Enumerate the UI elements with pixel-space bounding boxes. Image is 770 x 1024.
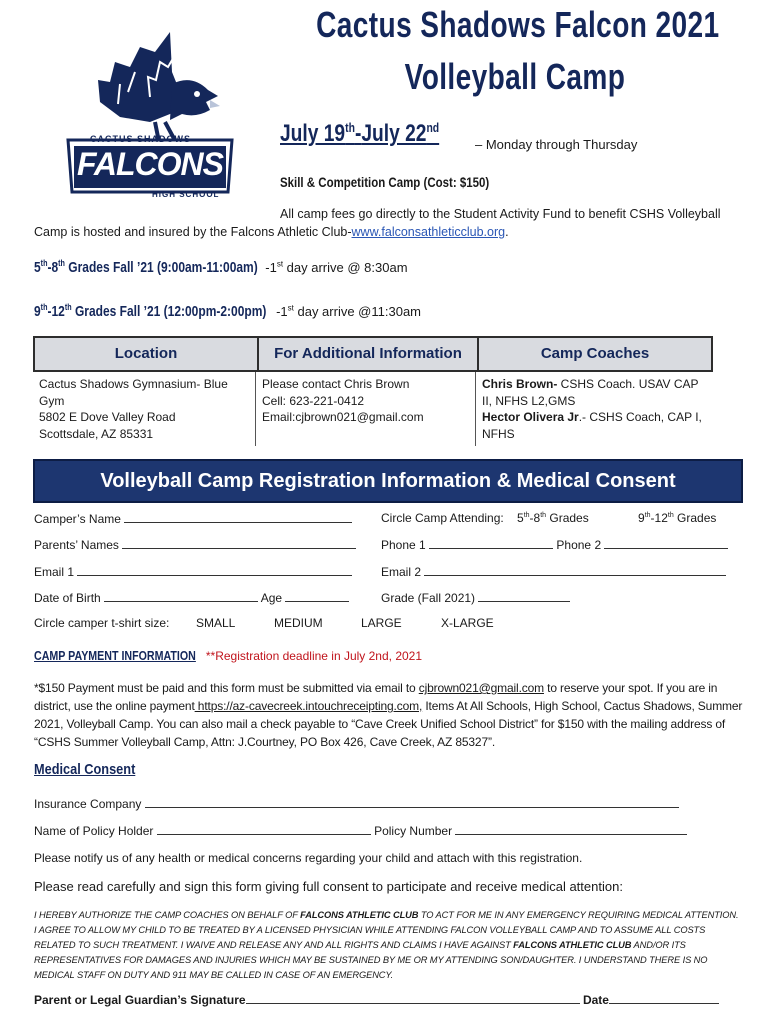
- email1-field[interactable]: [77, 564, 352, 576]
- registration-deadline: **Registration deadline in July 2nd, 2021: [205, 649, 423, 663]
- coaches-cell: Chris Brown- CSHS Coach. USAV CAP II, NFHS L2,GMS Hector Olivera Jr.- CSHS Coach, CAP I, NFHS: [475, 372, 707, 446]
- falcons-logo: [60, 22, 240, 202]
- logo-top-text: CACTUS SHADOWS: [90, 134, 191, 144]
- email2-row: Email 2: [381, 564, 726, 579]
- session-1: 5th-8th Grades Fall ’21 (9:00am-11:00am) -1st day arrive @ 8:30am: [34, 258, 408, 276]
- tshirt-label: Circle camper t-shirt size:: [34, 616, 170, 630]
- grade-field[interactable]: [478, 590, 570, 602]
- email1-row: Email 1: [34, 564, 352, 579]
- phone2-field[interactable]: [604, 537, 728, 549]
- date-end: July 22: [361, 120, 427, 147]
- insurance-field[interactable]: [145, 796, 679, 808]
- policy-holder-field[interactable]: [157, 823, 371, 835]
- parents-names-row: Parents’ Names: [34, 537, 356, 552]
- tshirt-large[interactable]: LARGE: [361, 616, 402, 630]
- phone1-field[interactable]: [429, 537, 553, 549]
- campers-name-field[interactable]: [124, 511, 352, 523]
- logo-word: FALCONS: [77, 146, 223, 182]
- campers-name-row: Camper’s Name: [34, 511, 352, 526]
- payment-email-link[interactable]: cjbrown021@gmail.com: [418, 681, 544, 695]
- policy-row: Name of Policy Holder Policy Number: [34, 823, 687, 838]
- page-title-line2: Volleyball Camp: [404, 56, 626, 97]
- session-2: 9th-12th Grades Fall ’21 (12:00pm-2:00pm) -1st day arrive @11:30am: [34, 302, 421, 320]
- dob-field[interactable]: [104, 590, 258, 602]
- fees-text: All camp fees go directly to the Student Activity Fund to benefit CSHS Volleyball: [280, 207, 721, 221]
- phone-row: Phone 1 Phone 2: [381, 537, 728, 552]
- notify-text: Please notify us of any health or medical concerns regarding your child and attach with this registration.: [34, 851, 583, 865]
- camp-option-5-8[interactable]: 5th-8th Grades: [517, 511, 589, 525]
- age-field[interactable]: [285, 590, 349, 602]
- tshirt-small[interactable]: SMALL: [196, 616, 236, 630]
- dob-row: Date of Birth Age: [34, 590, 349, 605]
- info-table: [33, 336, 713, 446]
- tshirt-xlarge[interactable]: X-LARGE: [441, 616, 494, 630]
- policy-number-field[interactable]: [455, 823, 687, 835]
- payment-heading: CAMP PAYMENT INFORMATION: [34, 648, 196, 663]
- camp-days: – Monday through Thursday: [475, 137, 638, 152]
- grade-row: Grade (Fall 2021): [381, 590, 570, 605]
- authorization-text: I HEREBY AUTHORIZE THE CAMP COACHES ON BEHALF OF FALCONS ATHLETIC CLUB TO ACT FOR ME IN ANY EMERGENCY REQUIRING MEDICAL ATTENTION. I AGREE TO ALLOW MY CHILD TO BE TREATED BY A LICENSED PHYSICIAN WHILE ATTENDING FALCON VOLLEYBALL CAMP AND TO ASSUME ALL COSTS RELATED TO SUCH TREATMENT. I WAIVE AND RELEASE ANY AND ALL RIGHTS AND CLAIMS I HAVE AGAINST FALCONS ATHLETIC CLUB AND/OR ITS REPRESENTATIVES FOR DAMAGES AND INJURIES WHICH MAY BE SUSTAINED BY ME OR MY ATTENDING SON/DAUGHTER. I UNDERSTAND THERE IS NO MEDICAL STAFF ON DUTY AND 911 MAY BE CALLED IN CASE OF AN EMERGENCY.: [34, 910, 739, 980]
- circle-camp-label: Circle Camp Attending:: [381, 511, 504, 525]
- date-field[interactable]: [609, 992, 719, 1004]
- email2-field[interactable]: [424, 564, 726, 576]
- falcons-club-link[interactable]: www.falconsathleticclub.org: [351, 225, 506, 239]
- camp-dates: July 19th-July 22nd: [280, 120, 440, 147]
- read-sign-text: Please read carefully and sign this form giving full consent to participate and receive medical attention:: [34, 879, 623, 894]
- registration-banner: Volleyball Camp Registration Information & Medical Consent: [33, 459, 743, 503]
- contact-cell: Please contact Chris Brown Cell: 623-221-0412 Email:cjbrown021@gmail.com: [255, 372, 475, 446]
- medical-heading: Medical Consent: [34, 761, 136, 778]
- table-header-coaches: Camp Coaches: [479, 336, 713, 372]
- camp-type: Skill & Competition Camp (Cost: $150): [280, 174, 490, 190]
- hosted-text: Camp is hosted and insured by the Falcons Athletic Club-www.falconsathleticclub.org.: [34, 225, 509, 239]
- location-cell: Cactus Shadows Gymnasium- Blue Gym 5802 E Dove Valley Road Scottsdale, AZ 85331: [39, 377, 228, 441]
- signature-row: Parent or Legal Guardian’s Signature Date: [34, 992, 719, 1007]
- camp-option-9-12[interactable]: 9th-12th Grades: [638, 511, 717, 525]
- signature-field[interactable]: [246, 992, 580, 1004]
- page-title-line1: Cactus Shadows Falcon 2021: [316, 4, 720, 45]
- logo-bottom-text: HIGH SCHOOL: [152, 190, 220, 199]
- payment-heading-row: [34, 647, 422, 665]
- insurance-row: Insurance Company: [34, 796, 679, 811]
- table-header-info: For Additional Information: [259, 336, 479, 372]
- parents-names-field[interactable]: [122, 537, 356, 549]
- table-header-location: Location: [33, 336, 259, 372]
- payment-online-link[interactable]: https://az-cavecreek.intouchreceipting.com,: [194, 699, 423, 713]
- payment-paragraph: *$150 Payment must be paid and this form must be submitted via email to cjbrown021@gmail.com to reserve your spot. If you are in district, use the online payment https://az-cavecreek.intouchreceipting.com, Items At All Schools, High School, Cactus Shadows, Summer 2021, Volleyball Camp. You can also mail a check payable to “Cave Creek Unified School District” for $150 with the mailing address of “CSHS Summer Volleyball Camp, Attn: J.Courtney, PO Box 426, Cave Creek, AZ 85327”.: [34, 681, 743, 749]
- tshirt-medium[interactable]: MEDIUM: [274, 616, 323, 630]
- date-start: July 19: [280, 120, 346, 147]
